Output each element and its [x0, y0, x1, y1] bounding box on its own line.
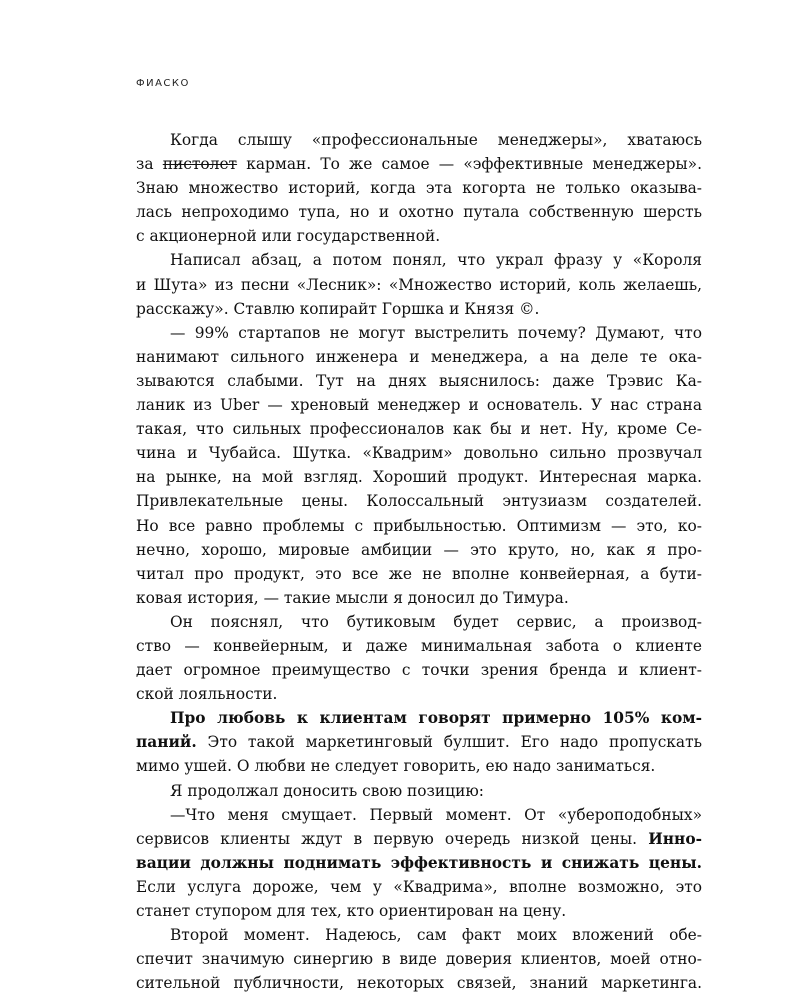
text-line: с акционерной или государственной.	[136, 227, 441, 246]
text-line: зываются слабыми. Тут на днях выяснилось: даже Трэвис Ка-	[136, 371, 702, 390]
text-fragment: за	[136, 155, 154, 174]
text-line	[136, 706, 702, 730]
text-line: Написал абзац, а потом понял, что украл фразу у «Короля	[170, 251, 702, 270]
text-line: читал про продукт, это все же не вполне конвейерная, а бути-	[136, 564, 702, 583]
text-line	[136, 851, 702, 875]
bold-text: паний.	[136, 733, 197, 752]
text-fragment: Это такой маркетинговый булшит. Его надо пропускать	[207, 733, 702, 752]
text-line: спечит значимую синергию в виде доверия клиентов, моей отно-	[136, 950, 702, 969]
text-line: —Что меня смущает. Первый момент. От «убероподобных»	[170, 805, 702, 824]
text-fragment: карман. То же самое — «эффективные менеджеры».	[246, 155, 702, 174]
text-line: нечно, хорошо, мировые амбиции — это круто, но, как я про-	[136, 540, 702, 559]
text-line: такая, что сильных профессионалов как бы и нет. Ну, кроме Се-	[136, 420, 702, 439]
text-line: — 99% стартапов не могут выстрелить почему? Думают, что	[170, 323, 702, 342]
text-line: Я продолжал доносить свою позицию:	[170, 781, 484, 800]
text-line: расскажу». Ставлю копирайт Горшка и Князя ©.	[136, 299, 540, 318]
text-line: Знаю множество историй, когда эта когорта не только оказыва-	[136, 179, 702, 198]
text-line: ство — конвейерным, и даже минимальная забота о клиенте	[136, 636, 702, 655]
text-line: Когда слышу «профессиональные менеджеры», хватаюсь	[170, 131, 702, 149]
text-line: на рынке, на мой взгляд. Хороший продукт. Интересная марка.	[136, 468, 702, 487]
text-line: чина и Чубайса. Шутка. «Квадрим» довольно сильно прозвучал	[136, 444, 702, 463]
text-fragment: сервисов клиенты ждут в первую очередь низкой цены.	[136, 829, 638, 848]
text-line: Привлекательные цены. Колоссальный энтузиазм создателей.	[136, 492, 702, 511]
text-line	[136, 152, 702, 176]
text-line: Но все равно проблемы с прибыльностью. Оптимизм — это, ко-	[136, 516, 702, 535]
text-line: и Шута» из песни «Лесник»: «Множество историй, коль желаешь,	[136, 275, 702, 294]
text-line: ской лояльности.	[136, 685, 278, 704]
text-line: ковая история, — такие мысли я доносил до Тимура.	[136, 588, 569, 607]
text-line: ланик из Uber — хреновый менеджер и основатель. У нас страна	[136, 396, 702, 415]
running-title: ФИАСКО	[136, 78, 190, 89]
text-line: лась непроходимо тупа, но и охотно путала собственную шерсть	[136, 203, 702, 222]
text-line: мимо ушей. О любви не следует говорить, ею надо заниматься.	[136, 757, 656, 776]
strikethrough-word: пистолет	[162, 155, 238, 174]
body-text	[136, 128, 702, 995]
text-line: Второй момент. Надеюсь, сам факт моих вложений обе-	[170, 926, 702, 945]
text-line: нанимают сильного инженера и менеджера, а на деле те ока-	[136, 347, 702, 366]
text-line: Если услуга дороже, чем у «Квадрима», вполне возможно, это	[136, 877, 702, 896]
text-line: Он пояснял, что бутиковым будет сервис, а производ-	[170, 612, 702, 631]
bold-text: Инно-	[648, 829, 702, 848]
bold-text: Про любовь к клиентам говорят примерно 105% ком-	[170, 709, 702, 728]
text-line: дает огромное преимущество с точки зрения бренда и клиент-	[136, 661, 702, 680]
bold-text: вации должны поднимать эффективность и снижать цены.	[136, 853, 702, 872]
text-line	[136, 827, 702, 851]
text-line: сительной публичности, некоторых связей, знаний маркетинга.	[136, 974, 702, 993]
text-line	[136, 730, 702, 754]
text-line: станет ступором для тех, кто ориентирован на цену.	[136, 902, 567, 920]
